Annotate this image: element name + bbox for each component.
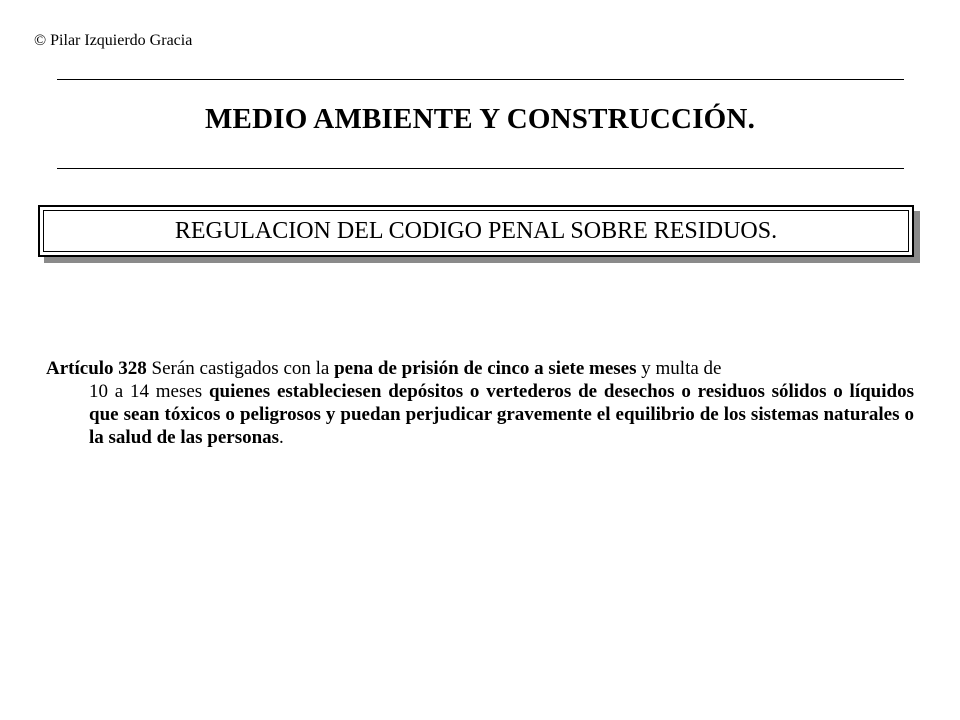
section-heading: REGULACION DEL CODIGO PENAL SOBRE RESIDUOS. bbox=[43, 210, 909, 252]
article-328 bbox=[46, 357, 914, 449]
article-end: . bbox=[279, 427, 284, 448]
article-offense: quienes estableciesen depósitos o vertederos de desechos o residuos sólidos o líquidos que sean tóxicos o peligrosos y puedan perjudicar gravemente el equilibrio de los sistemas naturales o la salud de las personas bbox=[89, 381, 914, 448]
article-label: Artículo 328 bbox=[46, 358, 147, 379]
article-first-line bbox=[46, 357, 914, 380]
bottom-divider bbox=[57, 168, 904, 169]
article-text-2: y multa de bbox=[636, 358, 722, 379]
article-text-1: Serán castigados con la bbox=[146, 358, 335, 379]
article-penalty: pena de prisión de cinco a siete meses bbox=[334, 358, 637, 379]
heading-box-frame bbox=[38, 205, 914, 257]
top-divider bbox=[57, 79, 904, 80]
section-heading-box bbox=[38, 205, 914, 257]
copyright-notice: © Pilar Izquierdo Gracia bbox=[34, 32, 193, 49]
article-body bbox=[46, 380, 914, 449]
page-title: MEDIO AMBIENTE Y CONSTRUCCIÓN. bbox=[204, 103, 756, 135]
article-text-3: 10 a 14 meses bbox=[89, 381, 209, 402]
